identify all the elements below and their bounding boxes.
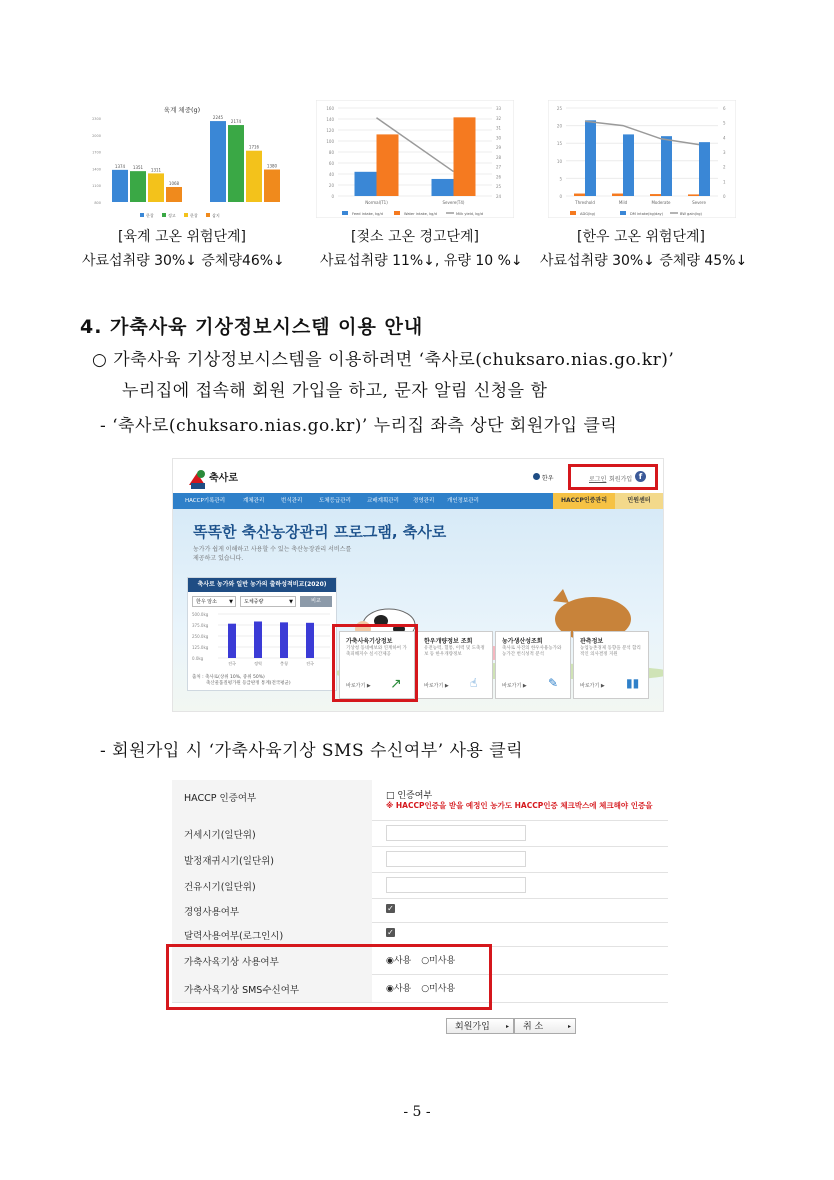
card-observation-info[interactable]	[573, 631, 649, 699]
stat-y-label: 0.0kg	[192, 656, 204, 661]
legend-label: ADG(kg)	[580, 212, 596, 216]
chart-hanwoo	[548, 100, 736, 218]
form-text-input[interactable]	[386, 825, 526, 841]
legend-label: 정고	[168, 213, 176, 218]
y-tick-label: 160	[326, 106, 334, 111]
y-tick-label: 120	[326, 128, 334, 133]
radio-use[interactable]: ◉사용	[386, 956, 412, 966]
card-more-link[interactable]: 바로가기 ▶	[580, 683, 605, 689]
stat-panel-title: 축사로 농가와 일반 농가의 출하성적비교(2020)	[188, 578, 336, 592]
form-label-cell	[172, 872, 372, 898]
stat-y-label: 500.0kg	[192, 612, 209, 617]
y2-tick-label: 5	[723, 120, 726, 126]
chart-bar	[246, 151, 262, 202]
form-row	[172, 898, 668, 923]
card-farm-productivity[interactable]	[495, 631, 571, 699]
stat-select-breed[interactable]	[192, 596, 236, 607]
legend-label: BW gain(kg)	[680, 212, 702, 216]
stat-x-label: 전국	[306, 661, 314, 666]
x-tick-label: Normal(T1)	[365, 200, 388, 205]
nav-item[interactable]: 교배계획관리	[367, 498, 399, 504]
y2-tick-label: 29	[496, 145, 502, 151]
chevron-down-icon: ▼	[229, 599, 233, 605]
stat-bar	[306, 623, 314, 658]
legend-swatch	[162, 213, 166, 217]
stat-y-label: 375.0kg	[192, 623, 209, 628]
y-tick-label: 1400	[92, 167, 101, 172]
chevron-down-icon: ▼	[289, 599, 293, 605]
y-tick-label: 25	[556, 106, 562, 111]
radio-use[interactable]: ◉사용	[386, 984, 412, 994]
bar-value-label: 1716	[248, 144, 260, 150]
legend-swatch	[342, 211, 348, 215]
y2-tick-label: 6	[723, 106, 726, 111]
card-desc: 유전능력, 혈통, 이력 및 도축정보 등 한우개량정보	[424, 646, 485, 657]
legend-label: DM intake(kg/day)	[630, 212, 664, 216]
document-icon: ✎	[548, 676, 559, 690]
chart-bar	[210, 121, 226, 202]
form-row	[172, 872, 668, 899]
y2-tick-label: 1	[723, 179, 726, 185]
triangle-right-icon: ▸	[567, 1023, 571, 1030]
form-label: 가축사육기상 사용여부	[184, 957, 279, 968]
form-row	[172, 846, 668, 873]
chart-bar	[650, 194, 661, 196]
hero-subtitle	[193, 545, 351, 563]
dash-line-2: - 회원가입 시 ‘가축사육기상 SMS 수신여부’ 사용 클릭	[100, 741, 524, 761]
y-tick-label: 1100	[92, 184, 101, 189]
site-logo[interactable]	[185, 465, 245, 491]
cancel-label: 취 소	[523, 1022, 544, 1032]
site-logo-text: 축사로	[209, 473, 238, 484]
legend-label: 한창	[146, 213, 154, 218]
form-label-cell	[172, 898, 372, 922]
y-tick-label: 140	[326, 117, 334, 122]
y2-tick-label: 3	[723, 150, 726, 155]
bar-value-label: 1351	[132, 165, 144, 171]
stat-note-1: 출처 : 축사로(상위 10%, 중위 50%)	[192, 675, 265, 680]
form-text-input[interactable]	[386, 851, 526, 867]
y2-tick-label: 2	[723, 164, 726, 170]
y-tick-label: 5	[559, 176, 562, 182]
haccp-checkbox[interactable]: □ 인증여부	[386, 791, 433, 801]
card-desc: 기상청 동네예보와 연계하여 가축피해지수 실시간제공	[346, 646, 407, 657]
y2-tick-label: 32	[496, 115, 502, 121]
checkbox-checked-icon[interactable]: ✓	[387, 904, 394, 913]
card-title: 한우개량정보 조회	[424, 638, 473, 645]
card-desc: 축사로 사진의 한우사용농가와 농가간 번식성적 분석	[502, 646, 562, 657]
chart-title: 육계 체중(g)	[163, 106, 201, 114]
form-label: HACCP 인증여부	[184, 793, 257, 804]
nav-item[interactable]: HACCP기록관리	[185, 498, 226, 504]
form-label-cell	[172, 922, 372, 946]
bar-value-label: 1068	[168, 180, 180, 186]
form-row	[172, 780, 668, 821]
chart-frame	[316, 100, 514, 218]
legend-label: Feed intake, kg/d	[352, 212, 383, 216]
stat-bar	[280, 622, 288, 658]
card-title: 관측정보	[580, 638, 604, 645]
hand-icon: ☝	[470, 676, 478, 690]
chart-bar	[377, 134, 399, 196]
stat-compare-button[interactable]	[300, 596, 332, 607]
caption-sub-dairy: 사료섭취량 11%↓, 유량 10 %↓	[320, 253, 523, 269]
nav-item[interactable]: 계체관리	[243, 498, 265, 504]
card-title: 농가생산성조회	[502, 638, 543, 645]
caption-title-dairy: [젖소 고온 경고단계]	[350, 229, 480, 245]
form-text-input[interactable]	[386, 877, 526, 893]
checkbox-checked-icon[interactable]: ✓	[387, 928, 394, 937]
y2-tick-label: 24	[496, 194, 502, 199]
chart-bar	[432, 179, 454, 196]
highlight-join-box	[568, 464, 658, 490]
form-label: 거세시기(일단위)	[184, 830, 256, 841]
civil-center-button[interactable]: 민원센터	[615, 493, 663, 509]
nav-item[interactable]: 도체등급관리	[319, 498, 351, 504]
stat-select-metric[interactable]	[240, 596, 296, 607]
stat-select-breed-value: 한우 암소	[196, 599, 217, 605]
y-tick-label: 2000	[92, 133, 101, 138]
legend-swatch	[570, 211, 576, 215]
y-tick-label: 20	[556, 123, 562, 129]
card-desc: 농업농촌경제 동향을 분석 합리적인 의사결정 지원	[580, 646, 641, 657]
card-more-link[interactable]: 바로가기 ▶	[502, 683, 527, 689]
chart-up-icon: ↗	[390, 676, 402, 692]
bar-value-label: 1374	[114, 163, 126, 169]
bar-value-label: 2174	[230, 119, 242, 125]
stat-compare-label: 비교	[311, 598, 321, 604]
y2-tick-label: 0	[723, 194, 726, 199]
form-row	[172, 820, 668, 847]
hero-sub-line-2: 제공하고 있습니다.	[193, 555, 244, 562]
caption-title-hanwoo: [한우 고온 위험단계]	[576, 229, 706, 245]
y-tick-label: 15	[556, 141, 562, 147]
chart-dairy	[316, 100, 514, 218]
radio-dot-icon	[533, 473, 540, 480]
site-nav	[173, 493, 663, 509]
facebook-icon[interactable]: f	[635, 471, 646, 482]
stat-select-metric-value: 도체중량	[244, 599, 264, 605]
haccp-cert-button[interactable]: HACCP인증관리	[553, 493, 615, 509]
y-tick-label: 40	[328, 172, 334, 177]
form-label: 가축사육기상 SMS수신여부	[184, 985, 300, 996]
radio-not-use[interactable]: ○미사용	[421, 956, 456, 966]
y-tick-label: 0	[331, 194, 334, 199]
chuksaro-site-screenshot	[172, 458, 664, 712]
nav-item[interactable]: 번식관리	[281, 498, 303, 504]
y2-tick-label: 30	[496, 135, 502, 141]
bullet-line-2: 누리집에 접속해 회원 가입을 하고, 문자 알림 신청을 함	[122, 381, 548, 401]
section-heading: 4. 가축사육 기상정보시스템 이용 안내	[80, 316, 424, 338]
chart-bar	[574, 194, 585, 196]
stat-x-label: 정역	[254, 661, 262, 666]
stat-x-label: 충청	[280, 661, 288, 666]
lang-select[interactable]	[533, 473, 554, 482]
y-tick-label: 10	[556, 158, 562, 164]
legend-swatch	[620, 211, 626, 215]
lang-label: 한우	[541, 475, 554, 482]
stat-mini-chart	[190, 610, 334, 670]
x-tick-label: Moderate	[651, 200, 671, 205]
form-label: 발정재귀시기(일단위)	[184, 856, 275, 867]
haccp-warning: ※ HACCP인증을 받을 예정인 농가도 HACCP인증 체크박스에 체크해야 인증을	[386, 801, 653, 810]
card-more-link[interactable]: 바로가기 ▶	[346, 683, 371, 689]
cancel-button[interactable]	[514, 1018, 576, 1034]
chart-bar	[623, 134, 634, 196]
stat-x-label: 전국	[228, 661, 236, 666]
form-label: 달력사용여부(로그인시)	[184, 931, 284, 942]
nav-item[interactable]: 경영관리	[413, 498, 435, 504]
form-label: 경영사용여부	[184, 907, 240, 918]
bar-chart-icon: ▮▮	[626, 676, 640, 690]
y-tick-label: 0	[559, 194, 562, 199]
form-label-cell	[172, 780, 372, 820]
login-link[interactable]: 로그인	[589, 476, 607, 483]
x-tick-label: Severe	[692, 200, 706, 205]
chart-bar	[454, 117, 476, 196]
stat-bar	[228, 624, 236, 658]
chart-broiler	[82, 100, 282, 218]
caption-sub-hanwoo: 사료섭취량 30%↓ 증체량 45%↓	[540, 253, 748, 269]
page-number: - 5 -	[403, 1104, 431, 1120]
y2-tick-label: 25	[496, 184, 502, 190]
stat-panel	[187, 577, 337, 691]
bar-value-label: 1380	[266, 163, 278, 169]
legend-swatch	[206, 213, 210, 217]
y2-tick-label: 33	[496, 106, 502, 111]
y2-tick-label: 4	[723, 135, 726, 141]
join-link[interactable]: 회원가입	[609, 476, 633, 483]
legend-label: 한창	[190, 213, 198, 218]
form-label-cell	[172, 820, 372, 846]
stat-note-2: 축산물품질평가원 등급판정 통계(전국평균)	[206, 681, 291, 686]
triangle-right-icon: ▸	[505, 1023, 509, 1030]
y2-tick-label: 27	[496, 164, 502, 170]
legend-swatch	[140, 213, 144, 217]
form-label: 건유시기(일단위)	[184, 882, 256, 893]
form-label-cell	[172, 846, 372, 872]
chart-bar	[166, 187, 182, 202]
y-tick-label: 20	[328, 183, 334, 188]
stat-y-label: 125.0kg	[192, 645, 209, 650]
card-more-link[interactable]: 바로가기 ▶	[424, 683, 449, 689]
card-hanwoo-info[interactable]	[417, 631, 493, 699]
bullet-line-1: ○ 가축사육 기상정보시스템을 이용하려면 ‘축사로(chuksaro.nias.go.kr)’	[92, 350, 675, 370]
x-tick-label: Threshold	[575, 200, 595, 205]
x-tick-label: Severe(T4)	[442, 200, 465, 205]
chart-bar	[228, 125, 244, 202]
chart-bar	[699, 142, 710, 196]
y-tick-label: 2300	[92, 117, 101, 121]
highlight-sms-rows-box	[166, 944, 492, 1010]
y-tick-label: 100	[326, 139, 334, 144]
hero-sub-line-1: 농가가 쉽게 이해하고 사용할 수 있는 축산농장관리 서비스를	[193, 546, 352, 553]
x-tick-label: Mild	[618, 200, 628, 205]
card-title: 가축사육기상정보	[346, 638, 393, 645]
radio-not-use[interactable]: ○미사용	[421, 984, 456, 994]
highlight-weather-card-box	[332, 624, 418, 702]
chart-bar	[688, 194, 699, 196]
legend-label: 삼지	[212, 213, 220, 218]
bar-value-label: 2245	[212, 115, 224, 121]
y-tick-label: 800	[94, 201, 101, 205]
chart-bar	[148, 173, 164, 202]
chart-bar	[130, 171, 146, 202]
legend-swatch	[394, 211, 400, 215]
y-tick-label: 60	[328, 161, 334, 166]
bar-value-label: 1311	[150, 167, 162, 173]
hero-title: 똑똑한 축산농장관리 프로그램, 축사로	[193, 523, 447, 541]
y2-tick-label: 31	[496, 125, 502, 131]
stat-bar	[254, 621, 262, 658]
caption-sub-broiler: 사료섭취량 30%↓ 증체량46%↓	[82, 253, 285, 269]
caption-title-broiler: [육계 고온 위험단계]	[117, 229, 247, 245]
chart-bar	[612, 194, 623, 196]
chart-bar	[112, 170, 128, 202]
legend-label: Milk yield, kg/d	[456, 212, 484, 216]
y-tick-label: 80	[328, 150, 334, 155]
legend-swatch	[184, 213, 188, 217]
y-tick-label: 1700	[92, 150, 101, 155]
y2-tick-label: 28	[496, 154, 502, 160]
nav-item[interactable]: 개인정보관리	[447, 498, 479, 504]
join-submit-label: 회원가입	[455, 1022, 490, 1032]
join-submit-button[interactable]	[446, 1018, 514, 1034]
chart-bar	[661, 136, 672, 196]
legend-label: Water intake, kg/d	[404, 212, 437, 216]
chart-bar	[355, 172, 377, 196]
y2-tick-label: 26	[496, 174, 502, 180]
chart-bar	[264, 170, 280, 202]
dash-line-1: - ‘축사로(chuksaro.nias.go.kr)’ 누리집 좌측 상단 회원가입 클릭	[100, 416, 618, 436]
stat-y-label: 250.0kg	[192, 634, 209, 639]
chart-bar	[585, 120, 596, 196]
